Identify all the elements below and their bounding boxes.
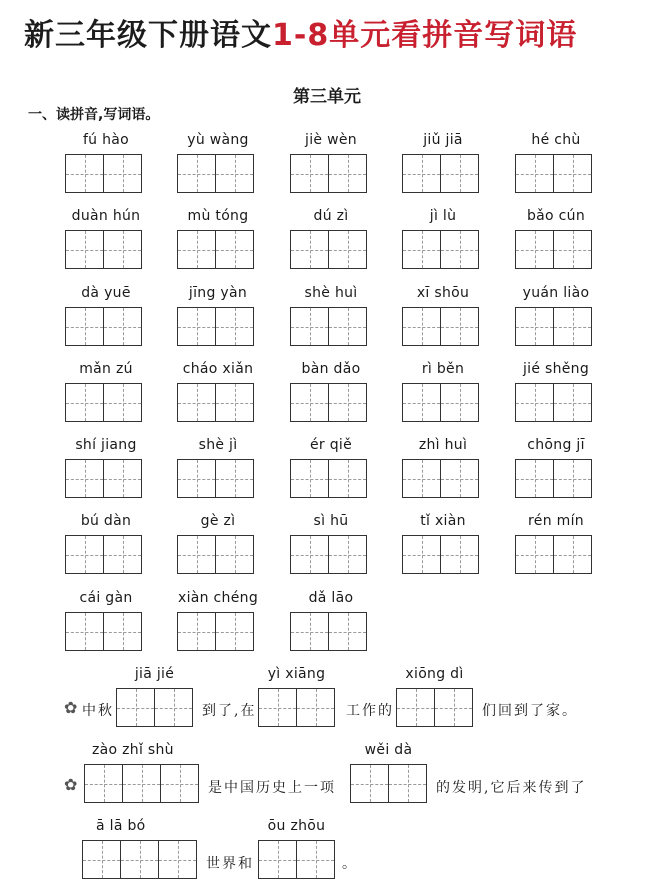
tianzige-box[interactable] [402,383,441,422]
tianzige-box[interactable] [396,688,435,727]
blank-pinyin: ōu zhōu [267,818,326,834]
pinyin-label: duàn hún [71,208,141,224]
tianzige-box[interactable] [177,230,216,269]
answer-blank[interactable] [82,816,197,879]
pinyin-label: yù wàng [187,132,249,148]
pinyin-label: bú dàn [80,513,132,529]
tianzige-box[interactable] [84,764,123,803]
blank-pinyin: jiā jié [134,666,175,682]
tianzige-box[interactable] [329,230,367,269]
pinyin-label: dà yuē [81,285,131,301]
character-boxes[interactable] [258,840,335,879]
pinyin-label: jiè wèn [305,132,357,148]
character-boxes[interactable] [65,307,147,346]
tianzige-box[interactable] [177,612,216,651]
word-item [290,511,372,574]
character-boxes[interactable] [177,612,259,651]
character-boxes[interactable] [290,230,372,269]
word-item [290,588,372,651]
tianzige-box[interactable] [65,383,104,422]
tianzige-box[interactable] [402,307,441,346]
word-item [402,130,484,193]
tianzige-box[interactable] [104,612,142,651]
tianzige-box[interactable] [515,535,554,574]
word-item [402,435,484,498]
character-boxes[interactable] [402,535,484,574]
character-boxes[interactable] [177,307,259,346]
sentence-text: 到了,在 [202,703,257,719]
tianzige-box[interactable] [329,459,367,498]
tianzige-box[interactable] [441,230,479,269]
tianzige-box[interactable] [441,459,479,498]
character-boxes[interactable] [65,459,147,498]
character-boxes[interactable] [290,307,372,346]
tianzige-box[interactable] [104,459,142,498]
sentence-text: 是中国历史上一项 [208,780,336,796]
word-item [402,511,484,574]
unit-title: 第三单元 [293,87,361,107]
sentence-text: 们回到了家。 [482,703,578,719]
pinyin-label: cái gàn [79,590,133,606]
answer-blank[interactable] [116,664,193,727]
word-item [290,130,372,193]
word-item [402,283,484,346]
tianzige-box[interactable] [65,230,104,269]
tianzige-box[interactable] [297,688,335,727]
tianzige-box[interactable] [329,383,367,422]
character-boxes[interactable] [84,764,199,803]
blank-pinyin: wěi dà [364,742,413,758]
character-boxes[interactable] [177,230,259,269]
pinyin-label: jì lù [429,208,457,224]
pinyin-label: jiǔ jiā [423,132,463,148]
character-boxes[interactable] [177,459,259,498]
pinyin-label: jié shěng [522,361,590,377]
character-boxes[interactable] [177,535,259,574]
character-boxes[interactable] [402,459,484,498]
character-boxes[interactable] [515,154,597,193]
tianzige-box[interactable] [515,230,554,269]
word-item [515,283,597,346]
tianzige-box[interactable] [65,612,104,651]
sentence-text: 中秋 [82,703,114,719]
answer-blank[interactable] [350,740,427,803]
character-boxes[interactable] [82,840,197,879]
pinyin-label: bàn dǎo [301,361,361,377]
tianzige-box[interactable] [402,459,441,498]
word-item [177,511,259,574]
tianzige-box[interactable] [554,535,592,574]
tianzige-box[interactable] [216,612,254,651]
word-item [515,435,597,498]
character-boxes[interactable] [402,383,484,422]
pinyin-label: shè huì [304,285,358,301]
word-item [65,511,147,574]
word-item [177,206,259,269]
character-boxes[interactable] [65,612,147,651]
tianzige-box[interactable] [177,154,216,193]
word-item [65,588,147,651]
pinyin-label: cháo xiǎn [182,361,254,377]
tianzige-box[interactable] [216,383,254,422]
tianzige-box[interactable] [402,154,441,193]
pinyin-label: shè jì [198,437,238,453]
blank-pinyin: ā lā bó [96,818,146,834]
pinyin-label: sì hū [313,513,349,529]
tianzige-box[interactable] [159,840,197,879]
tianzige-box[interactable] [515,154,554,193]
sentence-text: 工作的 [346,703,394,719]
word-item [177,130,259,193]
tianzige-box[interactable] [216,230,254,269]
tianzige-box[interactable] [290,154,329,193]
word-item [177,588,259,651]
character-boxes[interactable] [177,154,259,193]
tianzige-box[interactable] [441,535,479,574]
flower-icon: ✿ [64,775,78,794]
pinyin-label: rén mín [528,513,584,529]
word-item [290,359,372,422]
character-boxes[interactable] [402,230,484,269]
pinyin-label: rì běn [421,361,465,377]
tianzige-box[interactable] [515,459,554,498]
word-item [515,206,597,269]
tianzige-box[interactable] [290,230,329,269]
pinyin-label: zhì huì [418,437,468,453]
word-item [290,435,372,498]
tianzige-box[interactable] [554,154,592,193]
tianzige-box[interactable] [177,307,216,346]
character-boxes[interactable] [258,688,335,727]
word-item [65,130,147,193]
word-item [515,511,597,574]
character-boxes[interactable] [290,383,372,422]
tianzige-box[interactable] [177,535,216,574]
tianzige-box[interactable] [290,535,329,574]
tianzige-box[interactable] [350,764,389,803]
word-item [515,359,597,422]
tianzige-box[interactable] [329,612,367,651]
blank-pinyin: zào zhǐ shù [92,742,174,758]
word-item [177,283,259,346]
tianzige-box[interactable] [402,535,441,574]
tianzige-box[interactable] [329,307,367,346]
pinyin-label: chōng jī [527,437,585,453]
tianzige-box[interactable] [82,840,121,879]
tianzige-box[interactable] [290,383,329,422]
pinyin-label: jīng yàn [188,285,248,301]
word-item [177,359,259,422]
character-boxes[interactable] [396,688,473,727]
character-boxes[interactable] [290,535,372,574]
word-item [177,435,259,498]
pinyin-label: fú hào [82,132,130,148]
blank-pinyin: xiōng dì [405,666,464,682]
tianzige-box[interactable] [216,459,254,498]
tianzige-box[interactable] [258,688,297,727]
character-boxes[interactable] [290,612,372,651]
tianzige-box[interactable] [65,459,104,498]
tianzige-box[interactable] [441,154,479,193]
pinyin-label: mǎn zú [79,361,133,377]
tianzige-box[interactable] [290,459,329,498]
tianzige-box[interactable] [329,535,367,574]
tianzige-box[interactable] [116,688,155,727]
tianzige-box[interactable] [402,230,441,269]
word-item [402,206,484,269]
tianzige-box[interactable] [216,154,254,193]
tianzige-box[interactable] [441,307,479,346]
pinyin-label: yuán liào [522,285,590,301]
blank-pinyin: yì xiāng [267,666,326,682]
tianzige-box[interactable] [65,307,104,346]
word-item [515,130,597,193]
character-boxes[interactable] [177,383,259,422]
pinyin-label: tǐ xiàn [420,513,466,529]
character-boxes[interactable] [515,459,597,498]
pinyin-label: dǎ lāo [308,590,354,606]
tianzige-box[interactable] [297,840,335,879]
character-boxes[interactable] [515,307,597,346]
sentence-text: 世界和 [206,856,254,872]
character-boxes[interactable] [290,154,372,193]
tianzige-box[interactable] [104,535,142,574]
pinyin-label: mù tóng [187,208,249,224]
pinyin-label: xiàn chéng [177,590,259,606]
section-title: 一、读拼音,写词语。 [28,107,160,123]
character-boxes[interactable] [290,459,372,498]
tianzige-box[interactable] [216,535,254,574]
character-boxes[interactable] [515,535,597,574]
tianzige-box[interactable] [389,764,427,803]
character-boxes[interactable] [65,383,147,422]
character-boxes[interactable] [350,764,427,803]
word-item [65,435,147,498]
character-boxes[interactable] [515,230,597,269]
tianzige-box[interactable] [121,840,159,879]
pinyin-label: bǎo cún [526,208,586,224]
word-item [65,283,147,346]
character-boxes[interactable] [116,688,193,727]
answer-blank[interactable] [258,816,335,879]
tianzige-box[interactable] [177,459,216,498]
title-main: 新三年级下册语文 [24,18,272,53]
title-highlight: 1-8单元看拼音写词语 [272,18,578,53]
tianzige-box[interactable] [554,230,592,269]
pinyin-label: xī shōu [416,285,470,301]
tianzige-box[interactable] [104,154,142,193]
tianzige-box[interactable] [290,612,329,651]
answer-blank[interactable] [84,740,199,803]
character-boxes[interactable] [65,154,147,193]
tianzige-box[interactable] [441,383,479,422]
tianzige-box[interactable] [161,764,199,803]
tianzige-box[interactable] [290,307,329,346]
word-item [402,359,484,422]
tianzige-box[interactable] [65,535,104,574]
tianzige-box[interactable] [155,688,193,727]
word-item [290,283,372,346]
word-item [290,206,372,269]
tianzige-box[interactable] [554,383,592,422]
tianzige-box[interactable] [435,688,473,727]
character-boxes[interactable] [402,154,484,193]
character-boxes[interactable] [402,307,484,346]
pinyin-label: dú zì [313,208,349,224]
sentence-text: 的发明,它后来传到了 [436,780,587,796]
tianzige-box[interactable] [216,307,254,346]
tianzige-box[interactable] [104,383,142,422]
pinyin-label: hé chù [531,132,581,148]
tianzige-box[interactable] [554,459,592,498]
pinyin-label: ér qiě [309,437,352,453]
tianzige-box[interactable] [65,154,104,193]
character-boxes[interactable] [65,535,147,574]
character-boxes[interactable] [515,383,597,422]
tianzige-box[interactable] [329,154,367,193]
word-item [65,206,147,269]
sentence-text: 。 [342,856,358,872]
flower-icon: ✿ [64,698,78,717]
pinyin-label: gè zì [200,513,236,529]
word-item [65,359,147,422]
tianzige-box[interactable] [258,840,297,879]
character-boxes[interactable] [65,230,147,269]
answer-blank[interactable] [396,664,473,727]
tianzige-box[interactable] [515,307,554,346]
tianzige-box[interactable] [554,307,592,346]
pinyin-label: shí jiang [75,437,137,453]
tianzige-box[interactable] [515,383,554,422]
answer-blank[interactable] [258,664,335,727]
tianzige-box[interactable] [123,764,161,803]
tianzige-box[interactable] [104,230,142,269]
tianzige-box[interactable] [104,307,142,346]
tianzige-box[interactable] [177,383,216,422]
